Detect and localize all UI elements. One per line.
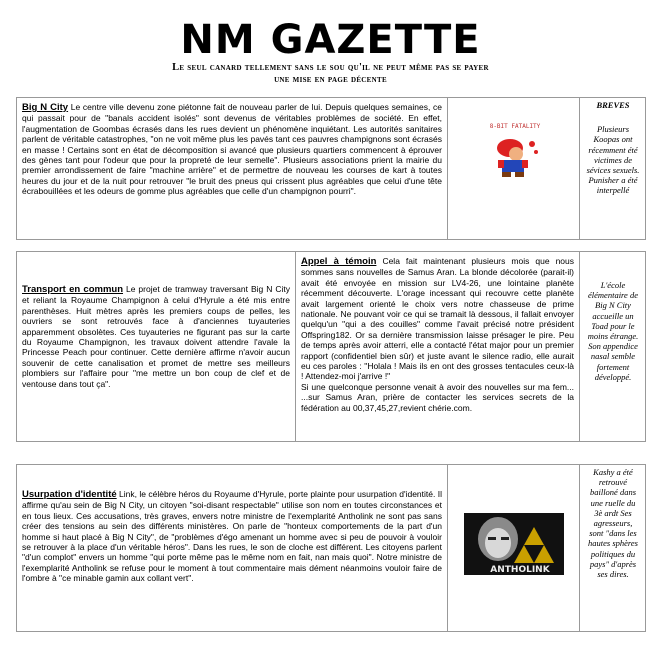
breve-1: Plusieurs Koopas ont récemment été victimes de sévices sexuels. Punisher a été interpellé bbox=[586, 124, 640, 196]
breve-2-cell bbox=[580, 252, 646, 441]
breves-title: BREVES bbox=[596, 100, 630, 110]
masthead-tagline bbox=[0, 62, 661, 86]
body-bigncity: Le centre ville devenu zone piétonne fait de nouveau parler de lui. Depuis quelques semaines, ce qui passait pour de "banals accident isolés" sont devenus de véritables problèmes de société. En effet, l'augmentation de Goombas écrasés dans les rues devient un phénomène inquiétant. Les autorités sanitaires parlent de véritable catastrophes, "on ne voit même plus les pavés tant ces pauvres champignons sont écrasés en masse ! Certains sont en état de décomposition si avancé que plusieurs quartiers commencent à éprouver des gènes tant pour l'odeur que pour la propreté de leur semelle". Plusieurs associations prient la mairie du premier arrondissement de faire "machine arrière" et de permettre de nouveau les courses de kart à toutes heures du jour et de la nuit pour retrouver "le bruit des pneus qui crissent plus agréables que celui d'une tête écrabouillées et les odeurs de gomme plus agréables que celle d'un champignon pourri". bbox=[22, 102, 442, 197]
breve-2: L'école élémentaire de Big N City accueille un Toad pour le moins étrange. Son appendice nasal semble fortement développé. bbox=[587, 280, 639, 382]
body-usurpation: Link, le célèbre héros du Royaume d'Hyrule, porte plainte pour usurpation d'identité. Il affirme qu'au sein de Big N City, un citoyen "soi-disant respectable" utilise son nom en toutes circonstances et en tous lieux. Ces accusations, très graves, envers notre ministre de l'exemplarité Antholink ne sont pas sans créer des tensions au sein des différents ministères. On parle de "honteux comportements de la part d'un homme si haut placé à Big N City", de "problèmes d'égo amenant un homme avec si peu de pouvoir à vouloir se retrouver à la place d'un véritable héros". Dans les rues, le son de cloche est différent. Les citoyens parlent "d'un complot" envers un homme "qui porte même pas le même nom en fait, nan mais quoi". Notre ministre de l'exemplarité Antholink se refuse pour le moment à tout commentaire mais dément néanmoins vouloir faire de l'ombre à "ce minable gamin aux collant vert". bbox=[22, 489, 442, 584]
mario-image-caption: 8-BIT FATALITY bbox=[489, 123, 541, 130]
body-temoin: Cela fait maintenant plusieurs mois que nous sommes sans nouvelles de Samus Aran. La blonde décolorée (parait-il) avait été envoyée en mission sur LV4-26, une lointaine planète récemment découverte. L'orage incessant qui recouvre cette planète avait largement orienté le choix vers notre chasseuse de prime nationale. Ne pouvant voir ce qui se tramait là dessous, il fallait envoyer quelqu'un "qui a des couilles" comme l'avait précisé notre président Offspring182. Or sa dernière transmission laisse présager le pire. Peu de temps après avoir atterri, elle a contacté l'état major pour un premier rapport (confidentiel bien sûr) et juste avant le silence radio, elle aurait eu ces paroles : "Holala ! Mais ils en ont des grosses tentacules ceux-là ! Attendez-moi j'arrive !" bbox=[301, 256, 574, 382]
article-transport bbox=[17, 252, 295, 441]
article-temoin bbox=[296, 252, 579, 441]
row-transport-temoin bbox=[16, 251, 646, 442]
antholink-image-caption: ANTHOLINK bbox=[490, 565, 550, 575]
mario-fatality-image bbox=[480, 120, 550, 180]
row-usurpation bbox=[16, 464, 646, 632]
heading-temoin: Appel à témoin bbox=[301, 256, 377, 267]
image-cell-antholink bbox=[448, 465, 579, 631]
closing-temoin: Si une quelconque personne venait à avoir des nouvelles sur ma fem... ...sur Samus Aran, prière de contacter les services secrets de la fédération au 00,37,45,27,revient chérie.com. bbox=[301, 381, 574, 413]
heading-usurpation: Usurpation d'identité bbox=[22, 489, 117, 500]
article-bigncity bbox=[17, 98, 447, 239]
masthead-title: NM GAZETTE bbox=[180, 17, 481, 63]
article-usurpation bbox=[17, 465, 447, 631]
image-cell-mario bbox=[448, 98, 579, 239]
breve-3: Kashy a été retrouvé bailloné dans une ruelle du 3è ardt Ses agresseurs, sont "dans les hautes sphères politiques du pays" d'après ses dires. bbox=[588, 467, 638, 580]
heading-transport: Transport en commun bbox=[22, 284, 123, 295]
antholink-image bbox=[464, 513, 564, 575]
body-transport: Le projet de tramway traversant Big N City et reliant la Royaume Champignon à celui d'Hyrule a été mis entre parenthèses. Huit mètres après les premiers coups de pelles, les ouvriers se sont retrouvés face à d'anciennes tuyauteries apparemment obsolètes. Ces tuyauteries ne figurant pas sur la carte du Royaume Champignon, les travaux doivent attendre l'avale la Princesse Peach pour continuer. Cette dernière affirme n'avoir aucun souvenir de cette canalisation et promet de mettre ses meilleurs plombiers sur l'affaire pour "me mettre un bon coup de clef et de ventouse dans tout ça". bbox=[22, 284, 290, 389]
tagline-line-2: une mise en page décente bbox=[274, 74, 387, 85]
heading-bigncity: Big N City bbox=[22, 102, 69, 113]
row-bigncity bbox=[16, 97, 646, 240]
breves-column bbox=[580, 98, 646, 239]
tagline-line-1: Le seul canard tellement sans le sou qu'il ne peut même pas se payer bbox=[172, 62, 489, 73]
breve-3-cell bbox=[580, 465, 646, 631]
